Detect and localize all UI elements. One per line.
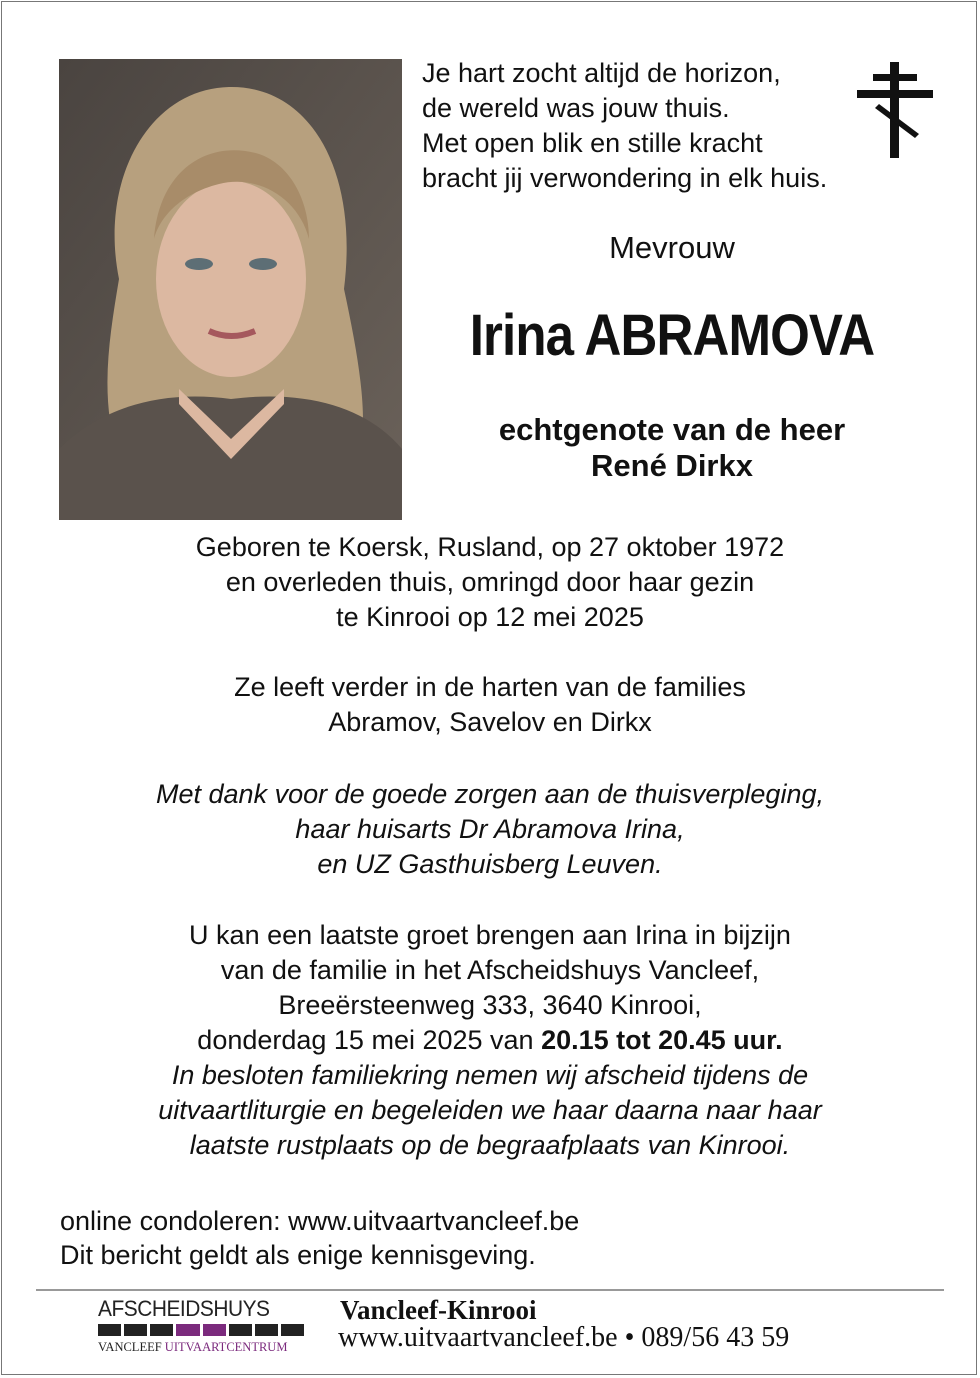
logo-title: AFSCHEIDSHUYS bbox=[98, 1296, 270, 1321]
poem-line: bracht jij verwondering in elk huis. bbox=[422, 163, 828, 193]
deceased-name: Irina ABRAMOVA bbox=[469, 303, 875, 368]
poem bbox=[422, 56, 852, 196]
spouse-info bbox=[412, 412, 932, 484]
birth-death-info bbox=[40, 530, 940, 635]
text-line: U kan een laatste groet brengen aan Irina in bijzijn bbox=[189, 920, 791, 950]
date-prefix: donderdag 15 mei 2025 van bbox=[197, 1025, 542, 1055]
text-line: haar huisarts Dr Abramova Irina, bbox=[295, 814, 685, 844]
thanks bbox=[40, 777, 940, 882]
text-line: en UZ Gasthuisberg Leuven. bbox=[317, 849, 663, 879]
text-line: en overleden thuis, omringd door haar gezin bbox=[225, 567, 755, 597]
text-line: uitvaartliturgie en begeleiden we haar daarna naar haar bbox=[158, 1095, 822, 1125]
farewell-info bbox=[40, 918, 940, 1163]
online-condolences: online condoleren: www.uitvaartvancleef.be bbox=[60, 1206, 580, 1236]
website-link[interactable]: www.uitvaartvancleef.be bbox=[338, 1322, 618, 1353]
text-line: Ze leeft verder in de harten van de families bbox=[234, 672, 746, 702]
spouse-line: echtgenote van de heer bbox=[498, 412, 846, 447]
text-line: van de familie in het Afscheidshuys Vancleef, bbox=[220, 955, 760, 985]
families bbox=[40, 670, 940, 740]
separator: • bbox=[624, 1322, 635, 1353]
phone-number: 089/56 43 59 bbox=[641, 1322, 790, 1353]
farewell-date bbox=[40, 1023, 940, 1058]
poem-line: Je hart zocht altijd de horizon, bbox=[422, 58, 781, 88]
orthodox-cross-icon bbox=[855, 62, 935, 158]
logo-right: UITVAARTCENTRUM bbox=[164, 1340, 288, 1354]
logo-left: VANCLEEF bbox=[98, 1340, 162, 1354]
logo-subtitle bbox=[98, 1340, 304, 1355]
funeral-home-logo bbox=[98, 1296, 304, 1356]
text-line: Breeërsteenweg 333, 3640 Kinrooi, bbox=[278, 990, 702, 1020]
poem-line: de wereld was jouw thuis. bbox=[422, 93, 730, 123]
text-line: Geboren te Koersk, Rusland, op 27 oktober 1972 bbox=[195, 532, 785, 562]
date-time: 20.15 tot 20.45 uur. bbox=[541, 1025, 783, 1055]
divider bbox=[36, 1289, 944, 1291]
text-line: laatste rustplaats op de begraafplaats van Kinrooi. bbox=[189, 1130, 791, 1160]
text-line: Met dank voor de goede zorgen aan de thuisverpleging, bbox=[156, 779, 824, 809]
text-line: te Kinrooi op 12 mei 2025 bbox=[336, 602, 644, 632]
title-word: Mevrouw bbox=[609, 230, 735, 265]
text-line: Abramov, Savelov en Dirkx bbox=[328, 707, 652, 737]
funeral-home-name: Vancleef-Kinrooi bbox=[340, 1295, 537, 1325]
poem-line: Met open blik en stille kracht bbox=[422, 128, 763, 158]
footer-notes bbox=[60, 1204, 579, 1272]
text-line: In besloten familiekring nemen wij afscheid tijdens de bbox=[171, 1060, 809, 1090]
notice-text: Dit bericht geldt als enige kennisgeving. bbox=[60, 1240, 536, 1270]
logo-bar bbox=[98, 1324, 304, 1336]
funeral-home-contact bbox=[338, 1322, 789, 1354]
portrait-photo bbox=[59, 59, 402, 520]
spouse-name: René Dirkx bbox=[591, 448, 753, 483]
